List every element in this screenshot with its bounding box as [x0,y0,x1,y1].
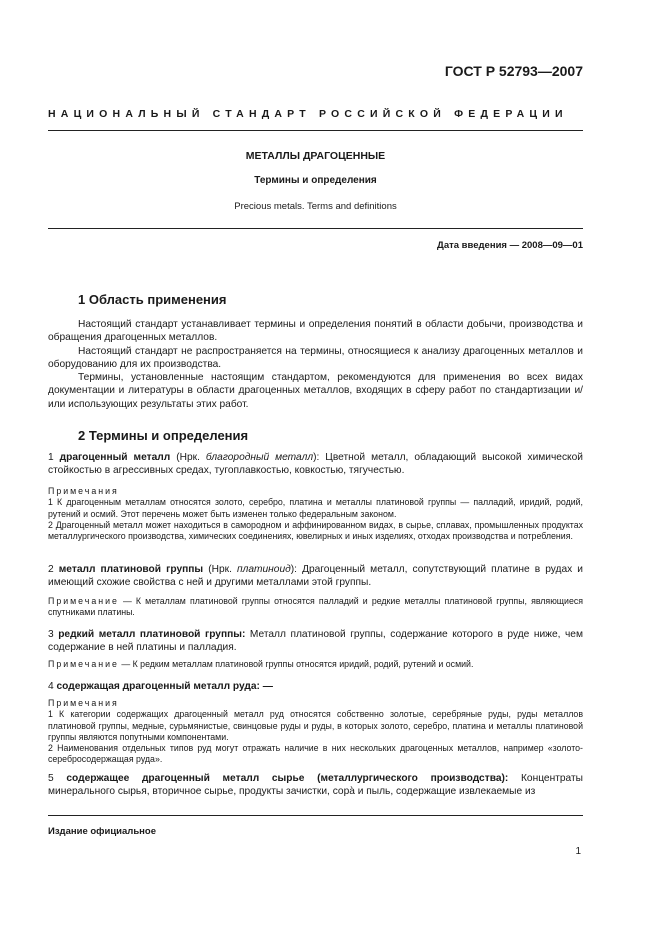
footer-divider [48,815,583,816]
term-3 [48,628,583,655]
page-number: 1 [575,846,581,857]
term-name: драгоценный металл [59,452,171,463]
term-name: содержащая драгоценный металл руда: — [56,681,273,692]
standard-number: ГОСТ Р 52793—2007 [444,63,583,79]
term-name: содержащее драгоценный металл сырье (металлургического производства): [66,773,509,784]
term-synonym: платиноид [237,564,291,575]
edition-label: Издание официальное [48,826,156,837]
term-definition: Концентраты минерального сырья, вторичное сырье, продукты зачистки, сора̀ и пыль, содержащие извлекаемые из [48,773,583,798]
national-standard-title: НАЦИОНАЛЬНЫЙ СТАНДАРТ РОССИЙСКОЙ ФЕДЕРАЦИИ [48,108,568,120]
document-subtitle: Термины и определения [254,175,377,186]
term-1-notes [48,486,583,542]
note-text: — К металлам платиновой группы относятся палладий и редкие металлы платиновой группы, являющиеся спутниками платины. [48,596,583,618]
term-number: 1 [48,452,54,463]
note-text: — К редким металлам платиновой группы относятся иридий, родий, рутений и осмий. [118,659,474,669]
scope-paragraph: Термины, установленные настоящим стандартом, рекомендуются для применения во всех видах документации и литературы в области драгоценных металлов, входящих в сферу работ по стандартизации и/или использующих результаты этих работ. [48,372,583,410]
term-4-notes [48,698,583,766]
intro-date: Дата введения — 2008—09—01 [437,240,583,251]
section-1-heading: 1 Область применения [78,292,227,307]
term-name: металл платиновой группы [58,564,204,575]
term-synonym-prefix: (Нрк. [203,564,238,575]
note-item: 2 Драгоценный металл может находиться в самородном и аффинированном видах, в сырье, сплавах, промышленных продуктах металлургического производства, химических соединениях, ювелирных и иных изделиях, отходах производства и потребления. [48,519,583,542]
term-5 [48,772,583,799]
term-definition: ): Драгоценный металл, сопутствующий платине в рудах и имеющий схожие свойства с ней и другими металлами этой группы. [48,564,583,589]
term-number: 3 [48,629,54,640]
note-label: Примечание [48,596,119,606]
term-3-note [48,659,583,670]
term-definition: ): Цветной металл, обладающий высокой химической стойкостью в агрессивных средах, тугоплавкостью, ковкостью, тягучестью. [48,452,583,477]
term-definition: Металл платиновой группы, содержание которого в руде ниже, чем содержание в ней платины и палладия. [48,629,583,654]
term-synonym: благородный металл [205,452,314,463]
term-name: редкий металл платиновой группы: [58,629,246,640]
term-synonym-prefix: (Нрк. [170,452,206,463]
note-label: Примечание [48,659,119,669]
note-item: 1 К драгоценным металлам относятся золото, серебро, платина и металлы платиновой группы — палладий, иридий, родий, рутений и осмий. Этот перечень может быть изменен только федеральным законом. [48,497,583,519]
term-1 [48,451,583,478]
top-divider [48,130,583,131]
document-title: МЕТАЛЛЫ ДРАГОЦЕННЫЕ [245,150,386,162]
note-item: 2 Наименования отдельных типов руд могут отражать наличие в них нескольких драгоценных металлов, например «золото-серебросодержащая руда». [48,743,583,765]
note-item: 1 К категории содержащих драгоценный металл руд относятся собственно золотые, серебряные руды, руды металлов платиновой группы, медные, сурьмянистые, свинцовые руды и руды, в которых золото, серебро, платина и металлы платиновой группы являются попутными компонентами. [48,709,583,742]
notes-label: Примечания [48,698,119,708]
term-number: 2 [48,564,54,575]
term-2-note [48,596,583,619]
term-number: 4 [48,681,54,692]
section-1-body [48,318,583,411]
title-divider [48,228,583,229]
term-4 [48,680,583,693]
english-title: Precious metals. Terms and definitions [234,201,397,212]
section-2-heading: 2 Термины и определения [78,428,249,443]
scope-paragraph: Настоящий стандарт не распространяется на термины, относящиеся к анализу драгоценных металлов и оборудованию для их производства. [48,345,583,370]
term-number: 5 [48,773,54,784]
scope-paragraph: Настоящий стандарт устанавливает термины и определения понятий в области добычи, производства и обращения драгоценных металлов. [48,319,583,344]
notes-label: Примечания [48,486,119,496]
term-2 [48,563,583,590]
